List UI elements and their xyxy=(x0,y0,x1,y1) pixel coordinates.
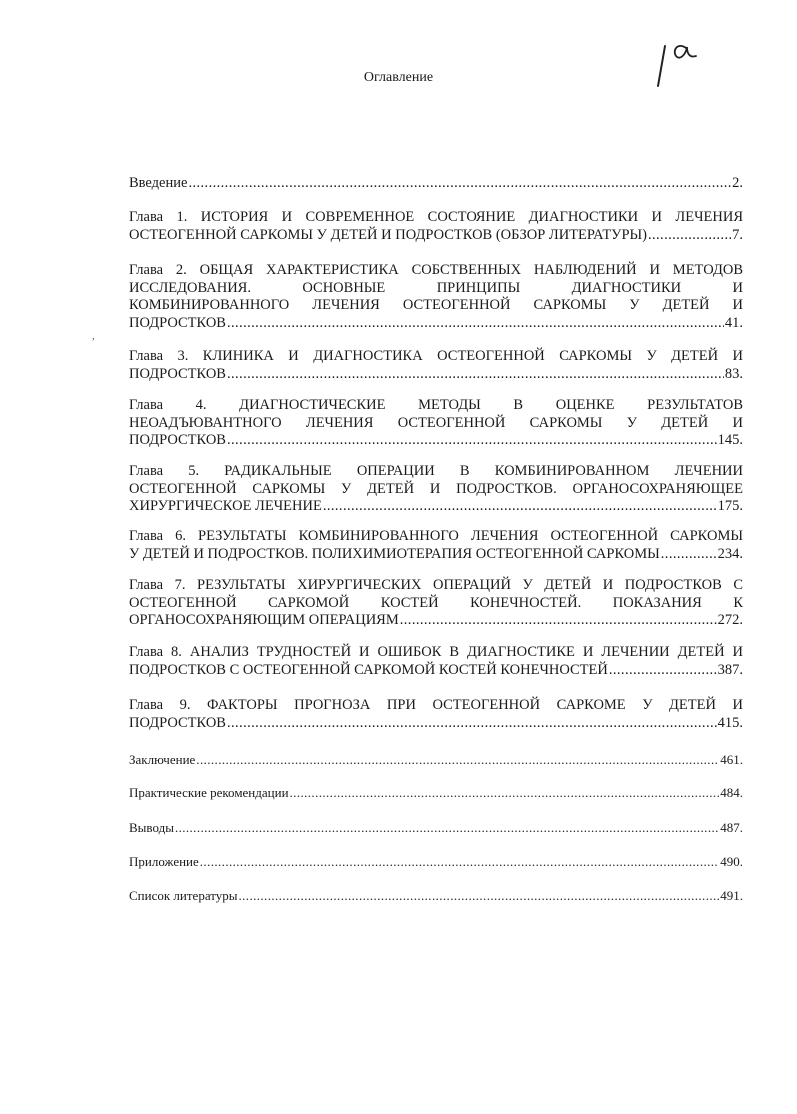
toc-entry-line: Глава 3. КЛИНИКА И ДИАГНОСТИКА ОСТЕОГЕННОЙ САРКОМЫ У ДЕТЕЙ И xyxy=(129,348,743,364)
toc-entry-line: ПОДРОСТКОВ xyxy=(129,714,226,731)
toc-entry-title: Список литературы xyxy=(129,888,238,903)
toc-entry-page: 41. xyxy=(724,314,743,331)
toc-entry-line: ПОДРОСТКОВ xyxy=(129,365,226,382)
toc-entry-line: ПОДРОСТКОВ xyxy=(129,432,226,448)
toc-entry-line: ПОДРОСТКОВ С ОСТЕОГЕННОЙ САРКОМОЙ КОСТЕЙ КОНЕЧНОСТЕЙ xyxy=(129,661,608,678)
toc-entry-title: Заключение xyxy=(129,752,196,767)
toc-entry-conclusion[interactable] xyxy=(129,751,743,769)
toc-entry-chapter-9[interactable] xyxy=(129,697,743,732)
toc-entry-page: 234. xyxy=(717,545,743,562)
toc-entry-page: 83. xyxy=(724,365,743,382)
toc-entry-line: ОСТЕОГЕННОЙ САРКОМОЙ КОСТЕЙ КОНЕЧНОСТЕЙ. ПОКАЗАНИЯ К xyxy=(129,594,743,611)
toc-entry-line: Глава 5. РАДИКАЛЬНЫЕ ОПЕРАЦИИ В КОМБИНИРОВАННОМ ЛЕЧЕНИИ xyxy=(129,463,743,479)
toc-entry-page: 491. xyxy=(720,888,743,903)
toc-entry-line: ПОДРОСТКОВ xyxy=(129,314,226,331)
toc-entry-title: Введение xyxy=(129,175,188,191)
toc-entry-page: 272. xyxy=(717,612,743,628)
toc-entry-chapter-1[interactable] xyxy=(129,209,743,244)
toc-entry-page: 484. xyxy=(720,785,743,800)
toc-entry-title: Приложение xyxy=(129,854,199,869)
toc-entry-line: ХИРУРГИЧЕСКОЕ ЛЕЧЕНИЕ xyxy=(129,498,322,514)
toc-entry-chapter-7[interactable] xyxy=(129,577,743,630)
toc-entry-page: 7. xyxy=(732,226,743,243)
toc-entry-page: 387. xyxy=(717,661,743,678)
toc-entry-line: Глава 4. ДИАГНОСТИЧЕСКИЕ МЕТОДЫ В ОЦЕНКЕ РЕЗУЛЬТАТОВ xyxy=(129,397,743,413)
toc-entry-page: 2. xyxy=(732,175,743,191)
page-title: Оглавление xyxy=(363,70,434,85)
toc-entry-line: ОСТЕОГЕННОЙ САРКОМЫ У ДЕТЕЙ И ПОДРОСТКОВ (ОБЗОР ЛИТЕРАТУРЫ) xyxy=(129,226,647,243)
toc-entry-line: ОРГАНОСОХРАНЯЮЩИМ ОПЕРАЦИЯМ xyxy=(129,612,399,628)
toc-entry-title: Выводы xyxy=(129,820,174,835)
toc-entry-line: Глава 6. РЕЗУЛЬТАТЫ КОМБИНИРОВАННОГО ЛЕЧЕНИЯ ОСТЕОГЕННОЙ САРКОМЫ xyxy=(129,528,743,544)
toc-entry-title: Практические рекомендации xyxy=(129,785,289,800)
toc-entry-line: Глава 2. ОБЩАЯ ХАРАКТЕРИСТИКА СОБСТВЕННЫХ НАБЛЮДЕНИЙ И МЕТОДОВ xyxy=(129,262,743,278)
toc-entry-introduction[interactable] xyxy=(129,175,743,193)
toc-entry-line: Глава 7. РЕЗУЛЬТАТЫ ХИРУРГИЧЕСКИХ ОПЕРАЦИЙ У ДЕТЕЙ И ПОДРОСТКОВ С xyxy=(129,577,743,593)
toc-entry-chapter-2[interactable] xyxy=(129,262,743,332)
toc-entry-chapter-5[interactable] xyxy=(129,463,743,516)
toc-entry-line: КОМБИНИРОВАННОГО ЛЕЧЕНИЯ ОСТЕОГЕННОЙ САРКОМЫ У ДЕТЕЙ И xyxy=(129,297,743,313)
toc-entry-page: 490. xyxy=(720,854,743,869)
toc-entry-page: 175. xyxy=(717,498,743,514)
toc-entry-line: ОСТЕОГЕННОЙ САРКОМЫ У ДЕТЕЙ И ПОДРОСТКОВ. ОРГАНОСОХРАНЯЮЩЕЕ xyxy=(129,480,743,497)
toc-entry-line: НЕОАДЪЮВАНТНОГО ЛЕЧЕНИЯ ОСТЕОГЕННОЙ САРКОМЫ У ДЕТЕЙ И xyxy=(129,414,743,431)
toc-entry-chapter-6[interactable] xyxy=(129,528,743,563)
toc-entry-chapter-8[interactable] xyxy=(129,644,743,679)
toc-entry-page: 145. xyxy=(717,432,743,448)
toc-entry-line: Глава 8. АНАЛИЗ ТРУДНОСТЕЙ И ОШИБОК В ДИАГНОСТИКЕ И ЛЕЧЕНИИ ДЕТЕЙ И xyxy=(129,644,743,660)
toc-entry-findings[interactable] xyxy=(129,819,743,837)
toc-entry-page: 415. xyxy=(717,714,743,731)
toc-entry-line: Глава 1. ИСТОРИЯ И СОВРЕМЕННОЕ СОСТОЯНИЕ ДИАГНОСТИКИ И ЛЕЧЕНИЯ xyxy=(129,209,743,225)
toc-entry-recommendations[interactable] xyxy=(129,784,743,802)
toc-entry-line: Глава 9. ФАКТОРЫ ПРОГНОЗА ПРИ ОСТЕОГЕННОЙ САРКОМЕ У ДЕТЕЙ И xyxy=(129,697,743,713)
toc-entry-line: У ДЕТЕЙ И ПОДРОСТКОВ. ПОЛИХИМИОТЕРАПИЯ ОСТЕОГЕННОЙ САРКОМЫ xyxy=(129,545,660,562)
toc-entry-references[interactable] xyxy=(129,887,743,905)
toc-entry-line: ИССЛЕДОВАНИЯ. ОСНОВНЫЕ ПРИНЦИПЫ ДИАГНОСТИКИ И xyxy=(129,279,743,296)
scan-mark: , xyxy=(92,330,95,342)
toc-entry-chapter-4[interactable] xyxy=(129,397,743,450)
toc-entry-page: 487. xyxy=(720,820,743,835)
handwritten-page-number xyxy=(648,34,708,92)
toc-entry-page: 461. xyxy=(720,752,743,767)
toc-entry-chapter-3[interactable] xyxy=(129,348,743,383)
toc-entry-appendix[interactable] xyxy=(129,853,743,871)
